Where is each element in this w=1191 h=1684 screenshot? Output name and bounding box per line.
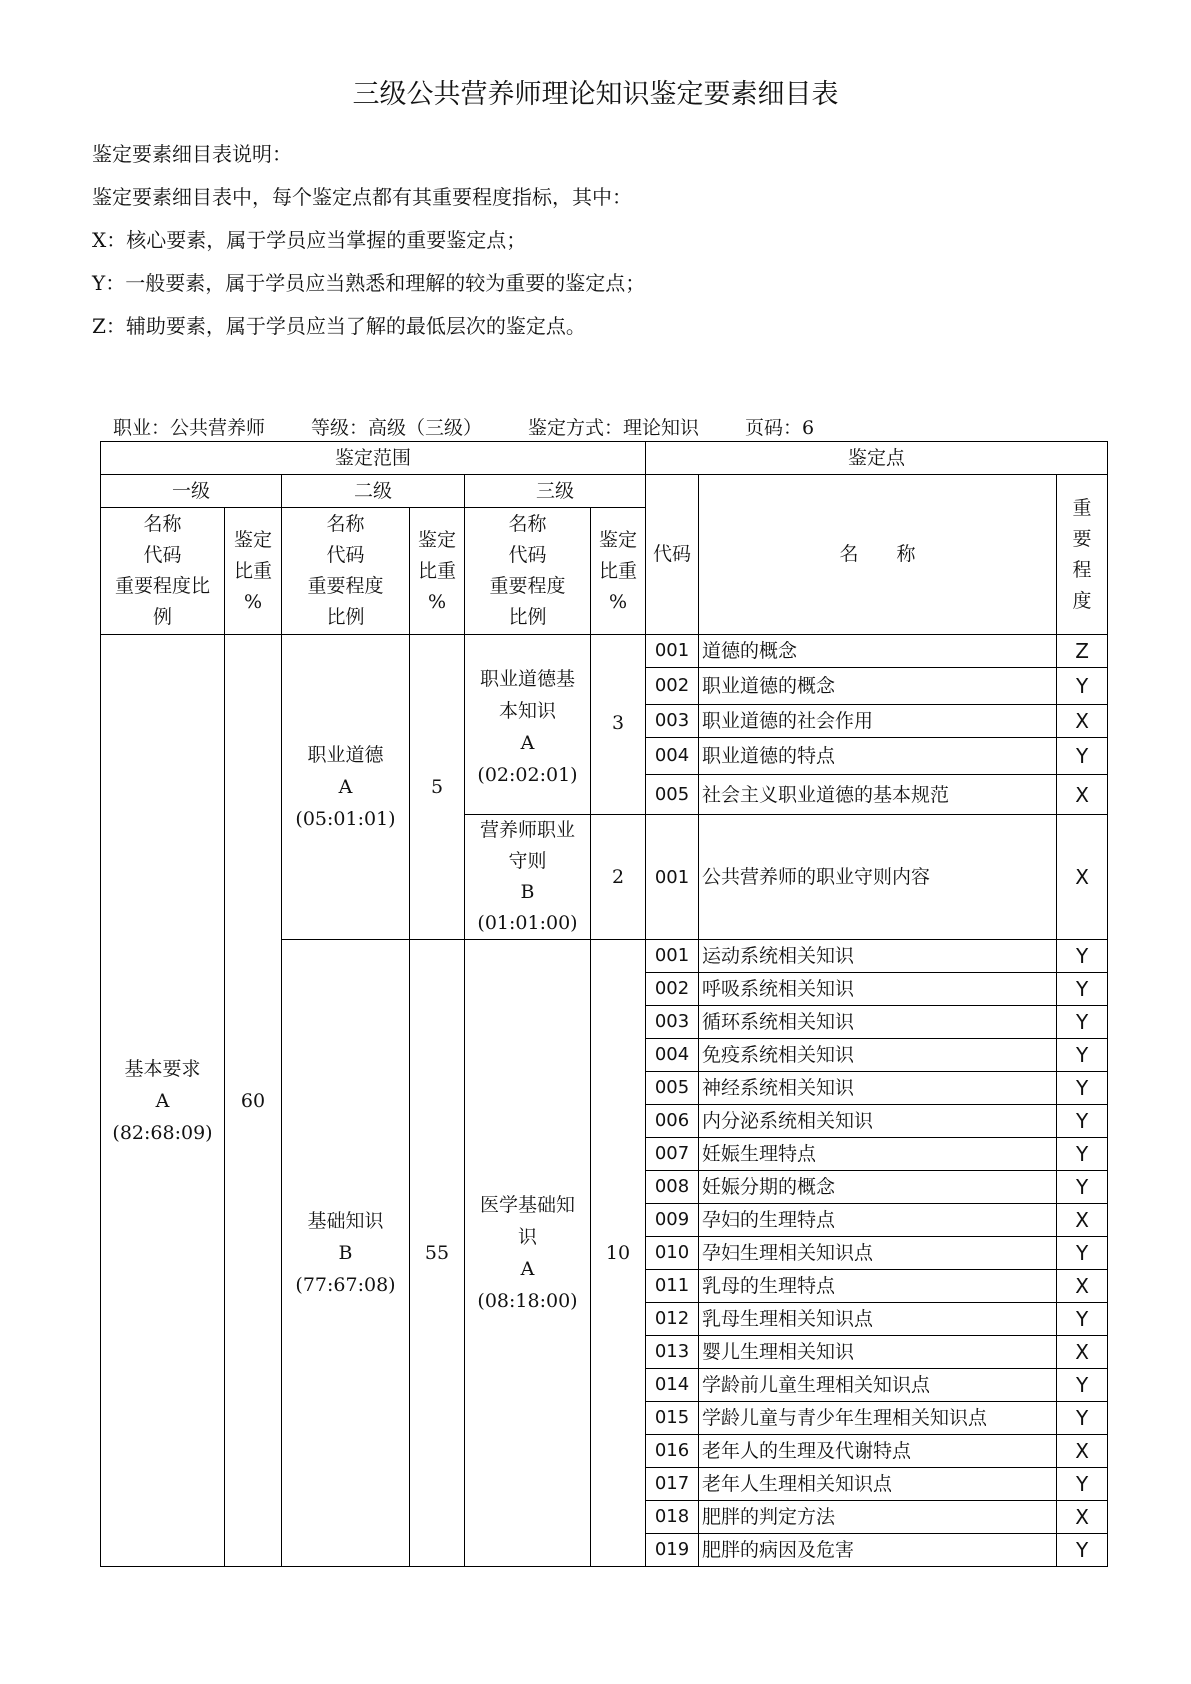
- point-name: 学龄儿童与青少年生理相关知识点: [699, 1402, 1057, 1435]
- name-code-ratio-header: 名称 代码 重要程度比 例: [101, 508, 225, 635]
- point-name: 乳母的生理特点: [699, 1270, 1057, 1303]
- point-name: 免疫系统相关知识: [699, 1039, 1057, 1072]
- scope-header: 鉴定范围: [101, 442, 646, 475]
- level2-name: 基础知识 B (77:67:08): [282, 940, 410, 1567]
- level-label: 等级：高级（三级）: [311, 417, 483, 439]
- point-importance: Y: [1057, 738, 1108, 775]
- point-name: 职业道德的特点: [699, 738, 1057, 775]
- point-importance: Y: [1057, 1369, 1108, 1402]
- level1-weight: 60: [225, 635, 282, 1567]
- point-code: 002: [646, 668, 699, 705]
- intro-line: 鉴定要素细目表说明：: [92, 142, 292, 166]
- point-importance: Z: [1057, 635, 1108, 668]
- intro-line: X：核心要素，属于学员应当掌握的重要鉴定点；: [92, 228, 527, 252]
- point-code: 008: [646, 1171, 699, 1204]
- level3-weight: 2: [591, 815, 646, 940]
- point-code: 002: [646, 973, 699, 1006]
- point-code: 007: [646, 1138, 699, 1171]
- point-importance: Y: [1057, 1468, 1108, 1501]
- point-name: 神经系统相关知识: [699, 1072, 1057, 1105]
- point-code: 016: [646, 1435, 699, 1468]
- point-name: 婴儿生理相关知识: [699, 1336, 1057, 1369]
- point-importance: Y: [1057, 1534, 1108, 1567]
- table-row: [101, 635, 1108, 668]
- point-name: 孕妇的生理特点: [699, 1204, 1057, 1237]
- intro-line: Z：辅助要素，属于学员应当了解的最低层次的鉴定点。: [92, 314, 586, 338]
- point-code: 004: [646, 1039, 699, 1072]
- point-importance: X: [1057, 1270, 1108, 1303]
- point-code: 001: [646, 815, 699, 940]
- point-importance: X: [1057, 1336, 1108, 1369]
- points-header: 鉴定点: [646, 442, 1108, 475]
- point-importance: X: [1057, 1501, 1108, 1534]
- point-code: 017: [646, 1468, 699, 1501]
- point-code: 001: [646, 635, 699, 668]
- weight-header: 鉴定 比重 %: [410, 508, 465, 635]
- point-name: 孕妇生理相关知识点: [699, 1237, 1057, 1270]
- level2-header: 二级: [282, 475, 465, 508]
- point-name: 妊娠分期的概念: [699, 1171, 1057, 1204]
- point-importance: Y: [1057, 1138, 1108, 1171]
- point-importance: X: [1057, 705, 1108, 738]
- point-code: 014: [646, 1369, 699, 1402]
- page-label: 页码：6: [745, 417, 815, 439]
- point-code: 003: [646, 1006, 699, 1039]
- point-name: 职业道德的概念: [699, 668, 1057, 705]
- level1-header: 一级: [101, 475, 282, 508]
- point-importance: Y: [1057, 1171, 1108, 1204]
- point-name: 运动系统相关知识: [699, 940, 1057, 973]
- point-code: 006: [646, 1105, 699, 1138]
- level3-name: 医学基础知 识 A (08:18:00): [465, 940, 591, 1567]
- page-title: 三级公共营养师理论知识鉴定要素细目表: [352, 79, 839, 110]
- point-name: 呼吸系统相关知识: [699, 973, 1057, 1006]
- point-name: 肥胖的判定方法: [699, 1501, 1057, 1534]
- header-row: [101, 475, 1108, 508]
- point-name: 道德的概念: [699, 635, 1057, 668]
- level3-name: 营养师职业 守则 B (01:01:00): [465, 815, 591, 940]
- point-name: 老年人的生理及代谢特点: [699, 1435, 1057, 1468]
- point-importance: Y: [1057, 668, 1108, 705]
- point-importance: Y: [1057, 973, 1108, 1006]
- point-name: 学龄前儿童生理相关知识点: [699, 1369, 1057, 1402]
- point-code: 009: [646, 1204, 699, 1237]
- level3-header: 三级: [465, 475, 646, 508]
- level3-weight: 10: [591, 940, 646, 1567]
- point-name: 循环系统相关知识: [699, 1006, 1057, 1039]
- point-code: 004: [646, 738, 699, 775]
- point-code: 018: [646, 1501, 699, 1534]
- point-code: 001: [646, 940, 699, 973]
- point-code: 015: [646, 1402, 699, 1435]
- point-name: 老年人生理相关知识点: [699, 1468, 1057, 1501]
- point-name: 职业道德的社会作用: [699, 705, 1057, 738]
- point-importance: Y: [1057, 1006, 1108, 1039]
- point-name: 社会主义职业道德的基本规范: [699, 775, 1057, 815]
- intro-line: 鉴定要素细目表中，每个鉴定点都有其重要程度指标，其中：: [92, 185, 632, 209]
- point-code: 005: [646, 775, 699, 815]
- name-header: 名 称: [699, 475, 1057, 635]
- point-importance: Y: [1057, 1105, 1108, 1138]
- code-header: 代码: [646, 475, 699, 635]
- point-code: 003: [646, 705, 699, 738]
- intro-line: Y：一般要素，属于学员应当熟悉和理解的较为重要的鉴定点；: [92, 271, 646, 295]
- point-code: 012: [646, 1303, 699, 1336]
- point-code: 011: [646, 1270, 699, 1303]
- point-importance: Y: [1057, 1237, 1108, 1270]
- point-importance: X: [1057, 1204, 1108, 1237]
- importance-header: 重 要 程 度: [1057, 475, 1108, 635]
- point-code: 019: [646, 1534, 699, 1567]
- occupation-label: 职业：公共营养师: [113, 417, 266, 439]
- point-name: 内分泌系统相关知识: [699, 1105, 1057, 1138]
- point-code: 013: [646, 1336, 699, 1369]
- point-name: 乳母生理相关知识点: [699, 1303, 1057, 1336]
- weight-header: 鉴定 比重 %: [225, 508, 282, 635]
- point-name: 公共营养师的职业守则内容: [699, 815, 1057, 940]
- point-importance: Y: [1057, 1039, 1108, 1072]
- point-importance: X: [1057, 1435, 1108, 1468]
- name-code-ratio-header: 名称 代码 重要程度 比例: [282, 508, 410, 635]
- point-importance: Y: [1057, 940, 1108, 973]
- header-row: [101, 442, 1108, 475]
- level3-name: 职业道德基 本知识 A (02:02:01): [465, 635, 591, 815]
- method-label: 鉴定方式：理论知识: [528, 417, 700, 439]
- point-importance: Y: [1057, 1303, 1108, 1336]
- level1-name: 基本要求 A (82:68:09): [101, 635, 225, 1567]
- point-importance: X: [1057, 775, 1108, 815]
- intro-section: [92, 142, 645, 357]
- point-importance: Y: [1057, 1402, 1108, 1435]
- level2-weight: 5: [410, 635, 465, 940]
- weight-header: 鉴定 比重 %: [591, 508, 646, 635]
- level2-name: 职业道德 A (05:01:01): [282, 635, 410, 940]
- info-line: [113, 413, 860, 440]
- point-name: 肥胖的病因及危害: [699, 1534, 1057, 1567]
- appraisal-table: [100, 441, 1108, 1567]
- name-code-ratio-header: 名称 代码 重要程度 比例: [465, 508, 591, 635]
- level3-weight: 3: [591, 635, 646, 815]
- point-importance: X: [1057, 815, 1108, 940]
- level2-weight: 55: [410, 940, 465, 1567]
- point-importance: Y: [1057, 1072, 1108, 1105]
- point-code: 005: [646, 1072, 699, 1105]
- point-name: 妊娠生理特点: [699, 1138, 1057, 1171]
- point-code: 010: [646, 1237, 699, 1270]
